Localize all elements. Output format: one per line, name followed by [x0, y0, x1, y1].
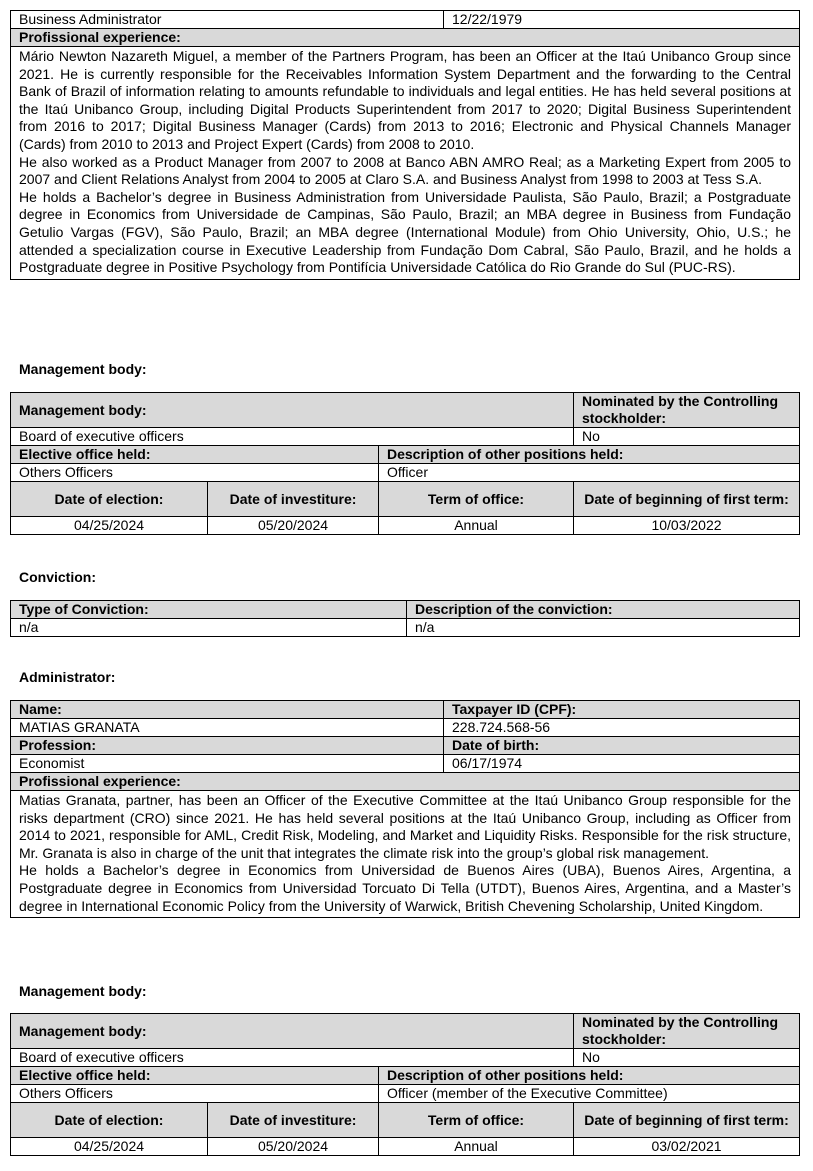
header-term: Term of office:: [379, 1103, 574, 1138]
header-cpf: Taxpayer ID (CPF):: [444, 701, 800, 719]
header-investiture: Date of investiture:: [208, 482, 379, 517]
term-value: Annual: [379, 1138, 574, 1156]
header-investiture: Date of investiture:: [208, 1103, 379, 1138]
experience-paragraph: He also worked as a Product Manager from 2007 to 2008 at Banco ABN AMRO Real; as a Marketing Expert from 2005 to 2007 and Client Relations Analyst from 2004 to 2005 at Claro S.A. and Business Analyst from 1998 to 2003 at Tess S.A.: [19, 153, 791, 188]
admin1-table: [10, 10, 800, 280]
nominated-value: No: [574, 428, 800, 446]
experience-header: Profissional experience:: [11, 773, 800, 791]
section-label: Management body:: [19, 361, 147, 377]
header-election: Date of election:: [11, 1103, 208, 1138]
header-birth: Date of birth:: [444, 737, 800, 755]
election-value: 04/25/2024: [11, 1138, 208, 1156]
conviction-desc-value: n/a: [407, 619, 800, 637]
term-value: Annual: [379, 517, 574, 535]
election-value: 04/25/2024: [11, 517, 208, 535]
first-term-value: 10/03/2022: [574, 517, 800, 535]
investiture-value: 05/20/2024: [208, 517, 379, 535]
experience-paragraph: He holds a Bachelor’s degree in Business Administration from Universidade Paulista, São Paulo, Brazil; a Postgraduate degree in Economics from Universidade de Campinas, São Paulo, Brazil; an MBA degree in Business from Fundação Getulio Vargas (FGV), São Paulo, Brazil; an MBA degree (International Module) from Ohio University, Ohio, U.S.; he attended a specialization course in Executive Leadership from Fundação Dom Cabral, São Paulo, Brazil, and he holds a Postgraduate degree in Positive Psychology from Pontifícia Universidade Católica do Rio Grande do Sul (PUC-RS).: [19, 188, 791, 276]
elective-value: Others Officers: [11, 464, 379, 482]
other-positions-value: Officer: [379, 464, 800, 482]
header-first-term: Date of beginning of first term:: [574, 1103, 800, 1138]
header-nominated: Nominated by the Controlling stockholder:: [574, 1014, 800, 1049]
header-conviction-type: Type of Conviction:: [11, 601, 407, 619]
header-other-positions: Description of other positions held:: [379, 446, 800, 464]
header-nominated: Nominated by the Controlling stockholder:: [574, 393, 800, 428]
header-conviction-desc: Description of the conviction:: [407, 601, 800, 619]
header-elective: Elective office held:: [11, 1067, 379, 1085]
header-term: Term of office:: [379, 482, 574, 517]
management-table: [10, 392, 800, 535]
header-first-term: Date of beginning of first term:: [574, 482, 800, 517]
section-label: Conviction:: [19, 569, 96, 585]
other-positions-value: Officer (member of the Executive Committee): [379, 1085, 800, 1103]
nominated-value: No: [574, 1049, 800, 1067]
management-body-value: Board of executive officers: [11, 1049, 574, 1067]
header-profession: Profession:: [11, 737, 444, 755]
experience-header: Profissional experience:: [11, 29, 800, 47]
profession-value: Business Administrator: [11, 11, 444, 29]
experience-paragraph: Matias Granata, partner, has been an Officer of the Executive Committee at the Itaú Unibanco Group responsible for the risks department (CRO) since 2021. He has held several positions at the Itaú Unibanco Group, including as Officer from 2014 to 2021, responsible for AML, Credit Risk, Modeling, and Market and Liquidity Risks. Responsible for the risk structure, Mr. Granata is also in charge of the unit that integrates the climate risk into the group’s global risk management.: [19, 792, 791, 861]
header-elective: Elective office held:: [11, 446, 379, 464]
first-term-value: 03/02/2021: [574, 1138, 800, 1156]
birth-value: 06/17/1974: [444, 755, 800, 773]
section-label: Administrator:: [19, 669, 116, 685]
section-label: Management body:: [19, 983, 147, 999]
birth-date-value: 12/22/1979: [444, 11, 800, 29]
investiture-value: 05/20/2024: [208, 1138, 379, 1156]
profession-value: Economist: [11, 755, 444, 773]
conviction-type-value: n/a: [11, 619, 407, 637]
header-election: Date of election:: [11, 482, 208, 517]
experience-text: [11, 47, 800, 280]
experience-paragraph: He holds a Bachelor’s degree in Economics from Universidad de Buenos Aires (UBA), Buenos Aires, Argentina, a Postgraduate degree in Economics from Universidad Torcuato Di Tella (UTDT), Buenos Aires, Argentina, and a Master’s degree in International Economic Policy from the University of Warwick, British Chevening Scholarship, United Kingdom.: [19, 862, 791, 914]
elective-value: Others Officers: [11, 1085, 379, 1103]
cpf-value: 228.724.568-56: [444, 719, 800, 737]
header-other-positions: Description of other positions held:: [379, 1067, 800, 1085]
header-management-body: Management body:: [11, 393, 574, 428]
name-value: MATIAS GRANATA: [11, 719, 444, 737]
conviction-table: [10, 600, 800, 637]
header-management-body: Management body:: [11, 1014, 574, 1049]
experience-paragraph: Mário Newton Nazareth Miguel, a member of the Partners Program, has been an Officer at the Itaú Unibanco Group since 2021. He is currently responsible for the Receivables Information System Department and the forwarding to the Central Bank of Brazil of information relating to amounts refundable to individuals and legal entities. He has held several positions at the Itaú Unibanco Group, including Digital Products Superintendent from 2017 to 2020; Digital Business Superintendent from 2016 to 2017; Digital Business Manager (Cards) from 2013 to 2016; Electronic and Physical Channels Manager (Cards) from 2010 to 2013 and Project Expert (Cards) from 2008 to 2010.: [19, 48, 791, 152]
admin2-table: [10, 700, 800, 918]
experience-text: [11, 791, 800, 918]
management-table: [10, 1013, 800, 1156]
management-body-value: Board of executive officers: [11, 428, 574, 446]
header-name: Name:: [11, 701, 444, 719]
